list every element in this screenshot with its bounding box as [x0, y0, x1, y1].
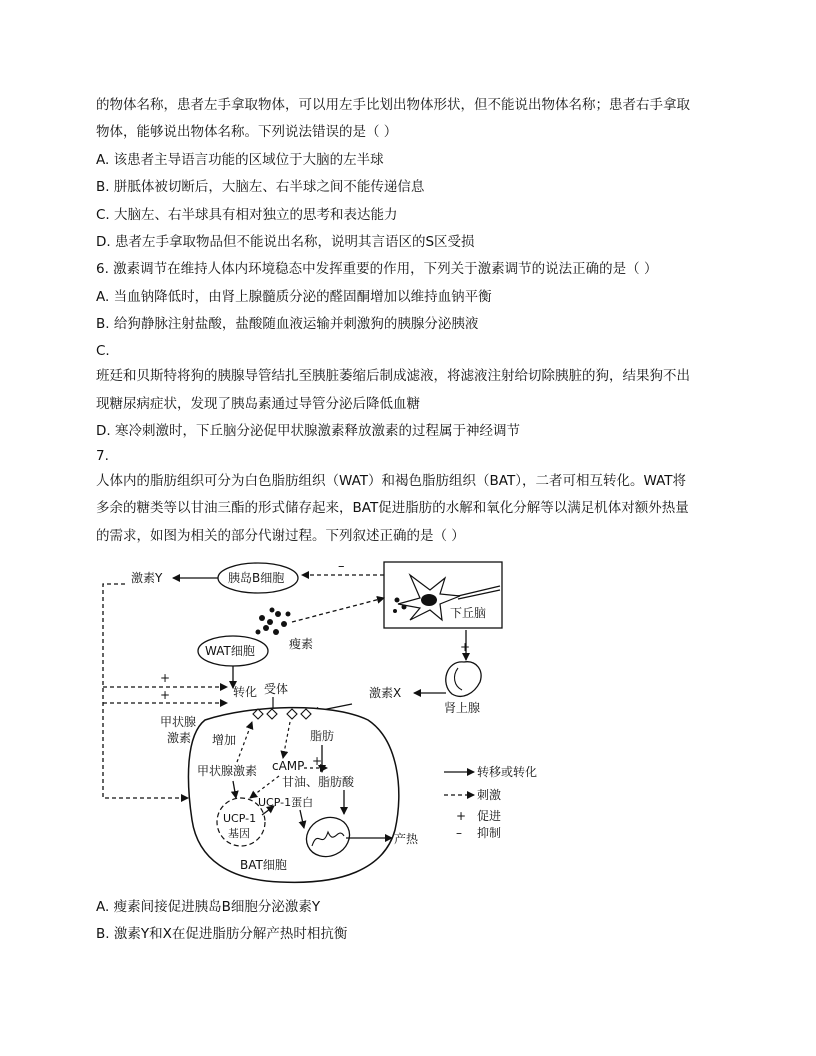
legend-inhibit: 抑制	[477, 826, 502, 840]
plus-sign: +	[160, 671, 171, 685]
option-c: C. 大脑左、右半球具有相对独立的思考和表达能力	[96, 207, 398, 223]
option-a: A. 该患者主导语言功能的区域位于大脑的左半球	[96, 152, 384, 168]
islet-b-cell-label: 胰岛B细胞	[228, 571, 285, 585]
ucp1-gene-label: UCP-1	[223, 812, 257, 825]
option-d: D. 寒冷刺激时，下丘脑分泌促甲状腺激素释放激素的过程属于神经调节	[96, 423, 520, 439]
question-6: 6. 激素调节在维持人体内环境稳态中发挥重要的作用，下列关于激素调节的说法正确的是（ ）	[96, 261, 658, 277]
minus-sign: –	[338, 559, 345, 574]
plus-sign: +	[312, 754, 323, 768]
legend-promote: 促进	[477, 809, 502, 823]
text-line: 的物体名称，患者左手拿取物体，可以用左手比划出物体形状，但不能说出物体名称；患者右手拿取	[96, 97, 690, 113]
leptin-label: 瘦素	[289, 637, 314, 651]
receptor-label: 受体	[264, 682, 289, 696]
adrenal-label: 肾上腺	[444, 701, 481, 715]
hypothalamus-label: 下丘脑	[450, 606, 487, 620]
transform-label: 转化	[233, 685, 258, 699]
legend-plus: +	[456, 809, 467, 823]
question-7-label: 7.	[96, 448, 109, 464]
camp-label: cAMP	[272, 759, 305, 773]
dashed-y-to-bat	[103, 584, 188, 798]
option-c-label: C.	[96, 343, 110, 359]
option-c-cont: 现糖尿病症状，发现了胰岛素通过导管分泌后降低血糖	[96, 396, 420, 412]
bat-cell-label: BAT细胞	[240, 858, 287, 872]
text-line: 物体，能够说出物体名称。下列说法错误的是（ ）	[96, 124, 398, 140]
legend	[444, 764, 537, 840]
ucp1-protein-label: UCP-1蛋白	[258, 796, 314, 809]
thyroid-hormone-label: 甲状腺	[160, 715, 197, 729]
option-d: D. 患者左手拿取物品但不能说出名称，说明其言语区的S区受损	[96, 234, 475, 250]
glycerol-fa-label: 甘油、脂肪酸	[282, 775, 355, 789]
legend-minus: –	[456, 826, 462, 840]
option-a: A. 当血钠降低时，由肾上腺髓质分泌的醛固酮增加以维持血钠平衡	[96, 289, 492, 305]
legend-transfer: 转移或转化	[477, 765, 538, 779]
option-b: B. 给狗静脉注射盐酸，盐酸随血液运输并刺激狗的胰腺分泌胰液	[96, 316, 479, 332]
thyroid-hormone-inner-label: 甲状腺激素	[197, 764, 258, 778]
plus-sign: +	[160, 688, 171, 702]
legend-stimulate: 刺激	[477, 788, 502, 802]
hormone-y-label: 激素Y	[131, 571, 163, 585]
question-7: 人体内的脂肪组织可分为白色脂肪组织（WAT）和褐色脂肪组织（BAT），二者可相互转化。WAT将	[96, 473, 687, 489]
question-7-cont: 的需求，如图为相关的部分代谢过程。下列叙述正确的是（ ）	[96, 528, 465, 544]
fat-label: 脂肪	[310, 729, 335, 743]
plus-sign: +	[460, 640, 471, 654]
option-c: 班廷和贝斯特将狗的胰腺导管结扎至胰脏萎缩后制成滤液，将滤液注射给切除胰脏的狗，结果狗不出	[96, 368, 690, 384]
heat-label: 产热	[394, 832, 419, 846]
adrenal-gland-icon	[446, 662, 481, 697]
option-b: B. 胼胝体被切断后，大脑左、右半球之间不能传递信息	[96, 179, 425, 195]
answer-option-b: B. 激素Y和X在促进脂肪分解产热时相抗衡	[96, 926, 348, 942]
leptin-dots	[256, 608, 291, 636]
thyroid-hormone-label: 激素	[167, 731, 192, 745]
increase-label: 增加	[212, 733, 237, 747]
wat-cell-label: WAT细胞	[205, 644, 255, 658]
hormone-x-label: 激素X	[369, 686, 402, 700]
answer-option-a: A. 瘦素间接促进胰岛B细胞分泌激素Y	[96, 899, 321, 915]
ucp1-gene-label: 基因	[228, 827, 250, 840]
question-7-cont: 多余的糖类等以甘油三酯的形式储存起来，BAT促进脂肪的水解和氧化分解等以满足机体对额外热量	[96, 500, 689, 516]
dashed-leptin-to-hypothalamus	[292, 598, 384, 622]
